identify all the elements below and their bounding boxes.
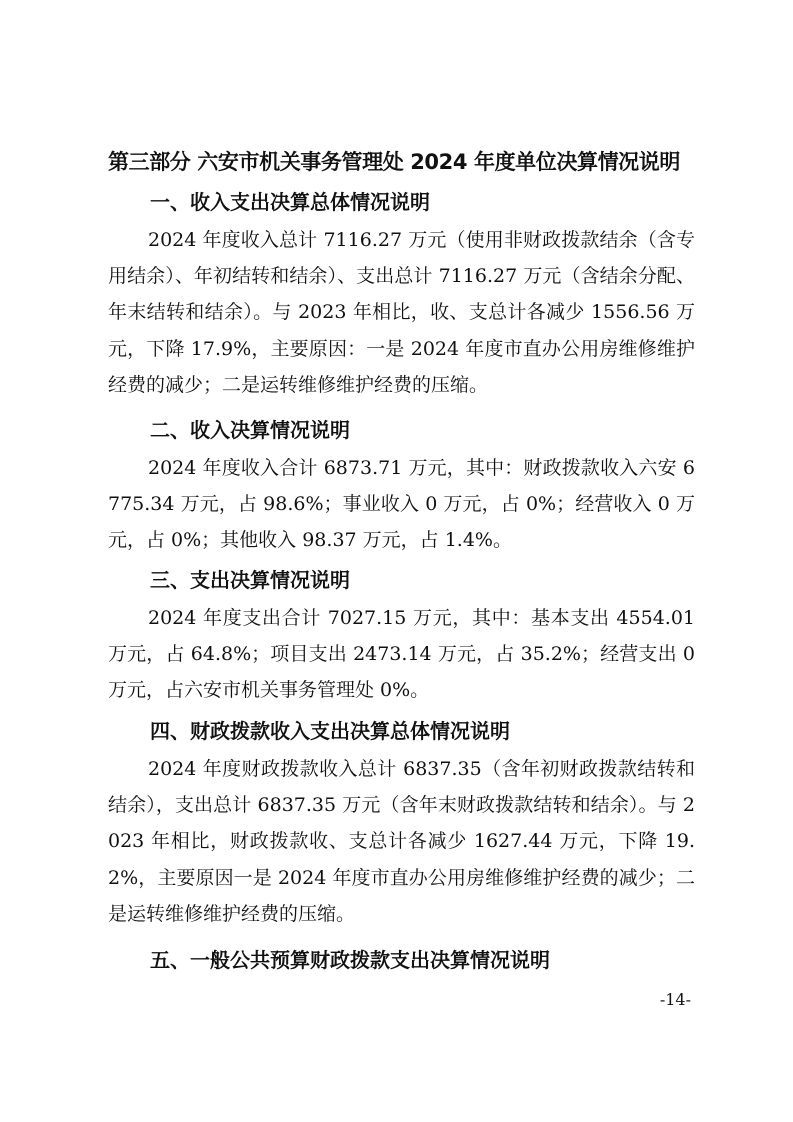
section-paragraph-1: 2024 年度收入总计 7116.27 万元（使用非财政拨款结余（含专用结余）、年初结转和结余）、支出总计 7116.27 万元（含结余分配、年末结转和结余）。与 2023 年相比，收、支总计各减少 1556.56 万元，下降 17.9%，主要原因：一是 2024 年度市直办公用房维修维护经费的减少；二是运转维修维护经费的压缩。 bbox=[108, 229, 695, 396]
section-paragraph-3: 2024 年度支出合计 7027.15 万元，其中：基本支出 4554.01 万元，占 64.8%；项目支出 2473.14 万元，占 35.2%；经营支出 0 万元，占六安市机关事务管理处 0%。 bbox=[108, 607, 695, 702]
section-heading-4: 四、财政拨款收入支出决算总体情况说明 bbox=[150, 719, 510, 743]
section-heading-1: 一、收入支出决算总体情况说明 bbox=[150, 190, 430, 214]
document-title: 第三部分 六安市机关事务管理处 2024 年度单位决算情况说明 bbox=[108, 150, 680, 174]
page-number: -14- bbox=[659, 990, 691, 1009]
section-heading-5: 五、一般公共预算财政拨款支出决算情况说明 bbox=[150, 948, 550, 972]
section-paragraph-2: 2024 年度收入合计 6873.71 万元，其中：财政拨款收入六安 6775.34 万元，占 98.6%；事业收入 0 万元，占 0%；经营收入 0 万元，占 0%；其他收入 98.37 万元，占 1.4%。 bbox=[108, 457, 695, 552]
section-heading-2: 二、收入决算情况说明 bbox=[150, 418, 350, 442]
section-paragraph-4: 2024 年度财政拨款收入总计 6837.35（含年初财政拨款结转和结余），支出总计 6837.35 万元（含年末财政拨款结转和结余）。与 2023 年相比，财政拨款收、支总计各减少 1627.44 万元，下降 19.2%，主要原因一是 2024 年度市直办公用房维修维护经费的减少；二是运转维修维护经费的压缩。 bbox=[108, 758, 695, 925]
section-heading-3: 三、支出决算情况说明 bbox=[150, 568, 350, 592]
